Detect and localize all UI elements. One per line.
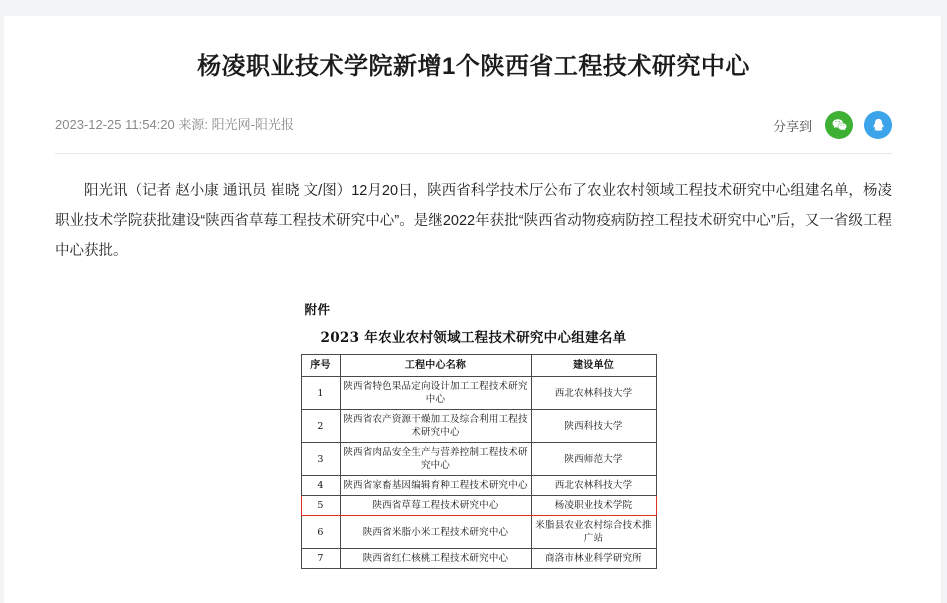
attachment-label: 附件 (304, 302, 331, 318)
publish-info: 2023-12-25 11:54:20 来源: 阳光网-阳光报 (55, 117, 294, 133)
column-header-no: 序号 (301, 355, 340, 377)
attachment-image-wrap (55, 284, 892, 583)
cell-no: 2 (301, 410, 340, 443)
table-row (301, 476, 656, 496)
article-page (0, 16, 947, 603)
cell-unit: 西北农林科技大学 (531, 377, 656, 410)
column-header-unit: 建设单位 (531, 355, 656, 377)
cell-name: 陕西省肉品安全生产与营养控制工程技术研究中心 (340, 443, 531, 476)
cell-no: 5 (301, 496, 340, 516)
table-body (301, 377, 656, 569)
share-group (773, 111, 892, 139)
table-row (301, 377, 656, 410)
table-row (301, 549, 656, 569)
page-title: 杨凌职业技术学院新增1个陕西省工程技术研究中心 (197, 53, 750, 81)
qq-share-icon[interactable] (864, 111, 892, 139)
article-meta-row (55, 111, 892, 154)
cell-unit: 商洛市林业科学研究所 (531, 549, 656, 569)
table-row (301, 516, 656, 549)
cell-no: 4 (301, 476, 340, 496)
table-header-row (301, 355, 656, 377)
table-row (301, 443, 656, 476)
wechat-share-icon[interactable] (825, 111, 853, 139)
cell-no: 1 (301, 377, 340, 410)
cell-name: 陕西省特色果品定向设计加工工程技术研究中心 (340, 377, 531, 410)
share-label: 分享到 (772, 118, 812, 134)
cell-unit: 西北农林科技大学 (531, 476, 656, 496)
column-header-name: 工程中心名称 (340, 355, 531, 377)
table-row (301, 410, 656, 443)
article-body: 阳光讯（记者 赵小康 通讯员 崔晓 文/图）12月20日，陕西省科学技术厅公布了农业农村领域工程技术研究中心组建名单，杨凌职业技术学院获批建设“陕西省草莓工程技术研究中心”。是继2022年获批“陕西省动物疫病防控工程技术研究中心”后，又一省级工程中心获批。 (55, 183, 892, 260)
cell-no: 6 (301, 516, 340, 549)
table-row-highlighted (301, 496, 656, 516)
cell-unit: 陕西师范大学 (531, 443, 656, 476)
attachment-table (301, 354, 657, 569)
cell-name: 陕西省米脂小米工程技术研究中心 (340, 516, 531, 549)
attachment-title: 2023 年农业农村领域工程技术研究中心组建名单 (320, 330, 627, 347)
cell-unit: 米脂县农业农村综合技术推广站 (531, 516, 656, 549)
cell-unit: 陕西科技大学 (531, 410, 656, 443)
cell-name: 陕西省家畜基因编辑育种工程技术研究中心 (340, 476, 531, 496)
cell-unit: 杨凌职业技术学院 (531, 496, 656, 516)
cell-name: 陕西省草莓工程技术研究中心 (340, 496, 531, 516)
cell-no: 3 (301, 443, 340, 476)
attachment-document (285, 284, 663, 583)
cell-no: 7 (301, 549, 340, 569)
cell-name: 陕西省农产资源干燥加工及综合利用工程技术研究中心 (340, 410, 531, 443)
cell-name: 陕西省红仁核桃工程技术研究中心 (340, 549, 531, 569)
article-content (0, 16, 947, 583)
